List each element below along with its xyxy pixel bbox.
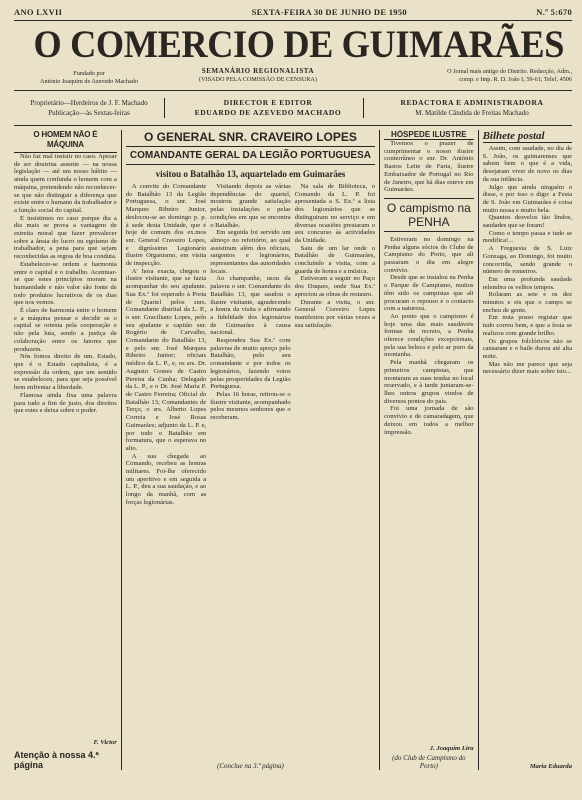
address-block: [352, 68, 572, 83]
masthead-subheader: [14, 68, 572, 90]
article-hospede-campismo: [380, 130, 478, 770]
guest-kicker: HÓSPEDE ILUSTRE: [384, 130, 473, 140]
campismo-signature: J. Joaquim Lira: [429, 745, 474, 752]
paragraph: Não faz mal insistir no caso. Apesar de ser doutrina assente — na nossa legislação — até um nosso hábito — ainda quem confunda o homem com a máquina, pretendendo não reconhecer-se que não distinguir a diferença que existe entre o humano da trabalhador e a função social do capital.: [14, 153, 117, 214]
article-headline: COMANDANTE GERAL DA LEGIÃO PORTUGUESA: [126, 146, 375, 165]
paragraph: Mas não me parece que seja necessário dizer mais sobre isto...: [482, 360, 573, 376]
address-line: comp. e Imp. R. D. João I, 59-61; Telef. 4506: [459, 75, 572, 83]
paragraph: Como o tempo passa e tudo se modifica!...: [482, 229, 573, 245]
issue-number: N.º 5:670: [536, 7, 572, 17]
bilhete-text: [483, 145, 572, 763]
director-block: [173, 98, 364, 118]
paragraph: Visitando depois as várias dependências do quartel, mostrou grande satisfação pelas instalações e pelas condições em que se encontra o Batalhão.: [210, 183, 291, 229]
article-craveiro-lopes: [122, 130, 380, 770]
article-title: O HOMEM NÃO É MÁQUINA: [14, 130, 117, 153]
article-bilhete-postal: [479, 130, 572, 770]
article-columns: [126, 183, 375, 760]
article-kicker: O GENERAL SNR. CRAVEIRO LOPES: [143, 130, 357, 144]
campismo-signature-sub: (do Club de Campismo do Porto): [392, 754, 466, 770]
publication-day: Publicação—às Sextas-feiras: [48, 109, 130, 117]
paragraph: Em uma profunda saudade relembra os velhos tempos.: [482, 275, 573, 291]
article-column-c: [295, 183, 375, 760]
issue-date: SEXTA-FEIRA 30 DE JUNHO DE 1950: [251, 7, 407, 17]
paragraph: Quantos desvelos tão lindos, saudades que se foram!: [482, 214, 573, 230]
staff-box: [14, 90, 572, 126]
paragraph: Os grupos folclóricos não se cansaram e o baile durou até alta noite.: [482, 337, 573, 360]
weekly-label: SEMANÁRIO REGIONALISTA: [201, 67, 315, 75]
director-name: EDUARDO DE AZEVEDO MACHADO: [194, 108, 342, 117]
editor-name: M. Matilde Cândida de Freitas Machado: [415, 109, 529, 117]
paragraph: Estabelecer-se ordem e harmonia entre o capital e o trabalho. Acentuar-se que estes princípios moram na humanidade e não valor são fonte de todo produtos lucrativos de os dias que nos vemos.: [14, 260, 117, 307]
paragraph: Em seguida foi servido um almoço no refeitório, ao qual assistiram além dos oficiais, sargentos e legionários, representantes das autoridades locais.: [210, 229, 291, 275]
editor-block: [372, 98, 572, 118]
censorship-note: (VISADO PELA COMISSÃO DE CENSURA): [199, 75, 317, 83]
paragraph: É claro de harmonia entre o homem e a máquina pensar e decidir se o capital se orienta pela cooperação e não pela luta, sendo a justiça de colaboração entre os fatores que produzem.: [14, 307, 117, 353]
paragraph: Ao champanhe, usou da palavra o snr. Comandante do Batalhão 13, que saudou o ilustre visitante, agradecendo a honra da visita e afirmando a fidelidade dos legionários de Guimarães à causa nacional.: [210, 275, 291, 337]
paragraph: E insistimos no caso porque dia a dia mais se prova a vantagem de estreita moral que fazer prevalecer sobre a ânsia do lucro ou egoísmo de trabalhador, a pena para que sejam reconhecidas as regras de boa conduta.: [14, 214, 117, 261]
page-body: [14, 130, 572, 770]
paragraph: Estiveram a seguir no Paço dos Duques, onde Sua Ex.ª apreciou as obras de restauro.: [294, 275, 376, 298]
paragraph: Desde que se instalou na Penha o Parque de Campismo, muitos têm sido os campistas que ali procuram o repouso e o contacto com a natureza.: [384, 274, 474, 313]
paragraph: Assim, com saudade, no dia de S. João, os guimarenses que sabem bem o que é a vida, desejaram viver de novo os dias da sua infância.: [482, 145, 573, 183]
paragraph: A convite do Comandante do Batalhão 13 da Legião Portuguesa, o snr. José Marques Ribeiro Junior, deslocou-se ao domingo p. p. à sede desta Unidade, que é hoje de comum dos ex.mos snr. General Craveiro Lopes, e digníssimo Legionário Ilustre Organismo, em visita de inspecção.: [125, 183, 207, 268]
oldest-note: O Jornal mais antigo do Distrito. Redacção, Adm.,: [447, 68, 572, 75]
founder-name: António Joaquim de Azevedo Machado: [40, 77, 138, 85]
article-column-a: [126, 183, 206, 760]
issue-year: ANO LXVII: [14, 7, 63, 17]
paragraph: Nós fomos direito de um. Estado, que é o Estado capitalista, é a expressão da ordem, que um sentido se estabeleceu, para que seja possível bem enfrentar a liberdade.: [14, 353, 117, 392]
masthead-title: O COMERCIO DE GUIMARÃES: [33, 23, 565, 66]
weekly-block: [188, 68, 328, 83]
paragraph: Respondeu Sua Ex.ª com palavras de muito apreço pelo Batalhão, pelo seu comandante e por todos os legionários, fazendo votos pelas prosperidades da Legião Portuguesa.: [210, 337, 291, 391]
article-subheadline: visitou o Batalhão 13, aquartelado em Guimarães: [155, 169, 346, 179]
editor-label: REDACTORA E ADMINISTRADORA: [400, 98, 544, 107]
director-label: DIRECTOR E EDITOR: [223, 98, 313, 107]
continued-note: (Conclue na 3.ª página): [217, 762, 284, 770]
campismo-headline: O campismo na PENHA: [384, 198, 473, 232]
guest-intro: Tivemos o prazer de cumprimentar o nosso ilustre conterrâneo o snr. Dr. António Bastos Leite de Faria, ilustre Embaixador de Portugal no Rio de Janeiro, que há dias esteve em Guimarães.: [384, 140, 474, 194]
bilhete-signature: Maria Eduarda: [529, 763, 573, 770]
paragraph: A sua chegada ao Comando, recebeu as honras militares. Foi-lhe oferecido um aperitivo e em seguida a L. P., deu a sua saudação, e ao longo da manhã, com as forças legionárias.: [125, 452, 207, 506]
paragraph: Foi uma jornada de são convívio e de camaradagem, que deixou em todos a melhor impressão.: [384, 405, 474, 436]
paragraph: Na sala de Biblioteca, o Comando da L. P. foi apresentada a S. Ex.ª a lista dos legionários que se distinguiram no serviço e em diversas ocasiões prestaram o seu concurso às actividades da Unidade.: [294, 183, 376, 244]
paragraph: Saiu de um lar onde o Batalhão de Guimarães, concluindo a visita, com a guarda de honra e a música.: [294, 244, 376, 275]
paragraph: Ao ponto que o campismo é hoje uma das mais saudáveis formas de recreio, a Penha oferece condições excepcionais, pela sua beleza e pelo ar puro da montanha.: [384, 312, 474, 359]
owner-block: [14, 98, 165, 118]
paragraph: Em nota posso registar que tudo correu bem, e que a festa se realizou com grande brilho.: [482, 314, 573, 337]
paragraph: A' hora exacta, chegou o ilustre visitante, que se fazia acompanhar do seu ajudante. Sua Ex.ª foi esperado à Porta de Quartel pelos snrs. Comandante distrital da L. P., o snr. Graciliano Lopes, pelo seu ajudante e capitão snr. Rogério de Carvalho, Comandante do Batalhão 13, e pelo snr. José Marques Ribeiro Junior; oficiais médico da L. P., e, os srs. Dr. Augusto Gomes de Castro Pereira da Cunha; Delegado da L. P., e o Dr. José Maria P. de Castro Ferreira; Oficial do Batalhão 13; Comandantes de Terço, o srs. Alberto Lopes Correia e José Rosas Guimarães; adjunto da L. P. e, por todo o Batalhão em formatura, que o esperava no alto.: [125, 267, 207, 452]
article-homem-maquina: [14, 130, 122, 770]
founded-label: Fundado por: [73, 70, 105, 77]
paragraph: Estiveram no domingo na Penha alguns sócios do Clube de Campismo do Porto, que ali passaram o dia em alegre convívio.: [384, 235, 474, 274]
paragraph: Flamosa ainda fixa uma palavra para tudo a fim de justo, dos direitos que estes e deixa sobre o poder.: [14, 391, 117, 415]
paragraph: A Freguesia de S. Luiz Gonzaga, ao Domingo, foi muito concorrida, sendo grande o número de romeiros.: [482, 245, 573, 276]
page-four-notice: Atenção à nossa 4.ª página: [14, 750, 99, 770]
paragraph: Rolaram as sete e os dez minutos e eis que o campo se encheu de gente.: [482, 291, 573, 314]
campismo-text: [384, 236, 473, 745]
article-column-b: [210, 183, 290, 760]
paragraph: Julgo que ainda ninguém o disse, e por isso o digo: a Festa de S. João em Guimarães é coisa muito nossa e muito bela.: [482, 183, 573, 214]
divider: [14, 20, 572, 21]
article-text: [14, 153, 117, 739]
top-line: [14, 6, 572, 18]
founder-block: [14, 68, 164, 85]
owner: Proprietário—Herdeiros de J. F. Machado: [30, 99, 148, 107]
bilhete-title: Bilhete postal: [483, 130, 572, 143]
paragraph: Durante a visita, o snr. General Craveiro Lopes manifestou por várias vezes a sua satisfação.: [294, 298, 376, 329]
paragraph: Pelas 16 horas, retirou-se o ilustre visitante, acompanhado pelos mesmos senhores que o receberam.: [210, 390, 291, 422]
paragraph: Pela manhã chegaram os primeiros campistas, que montaram as suas tendas no local reservado, e à tarde juntaram-se-lhes outros grupos vindos de diversos pontos do país.: [384, 359, 474, 405]
article-signature: F. Victor: [93, 739, 117, 746]
